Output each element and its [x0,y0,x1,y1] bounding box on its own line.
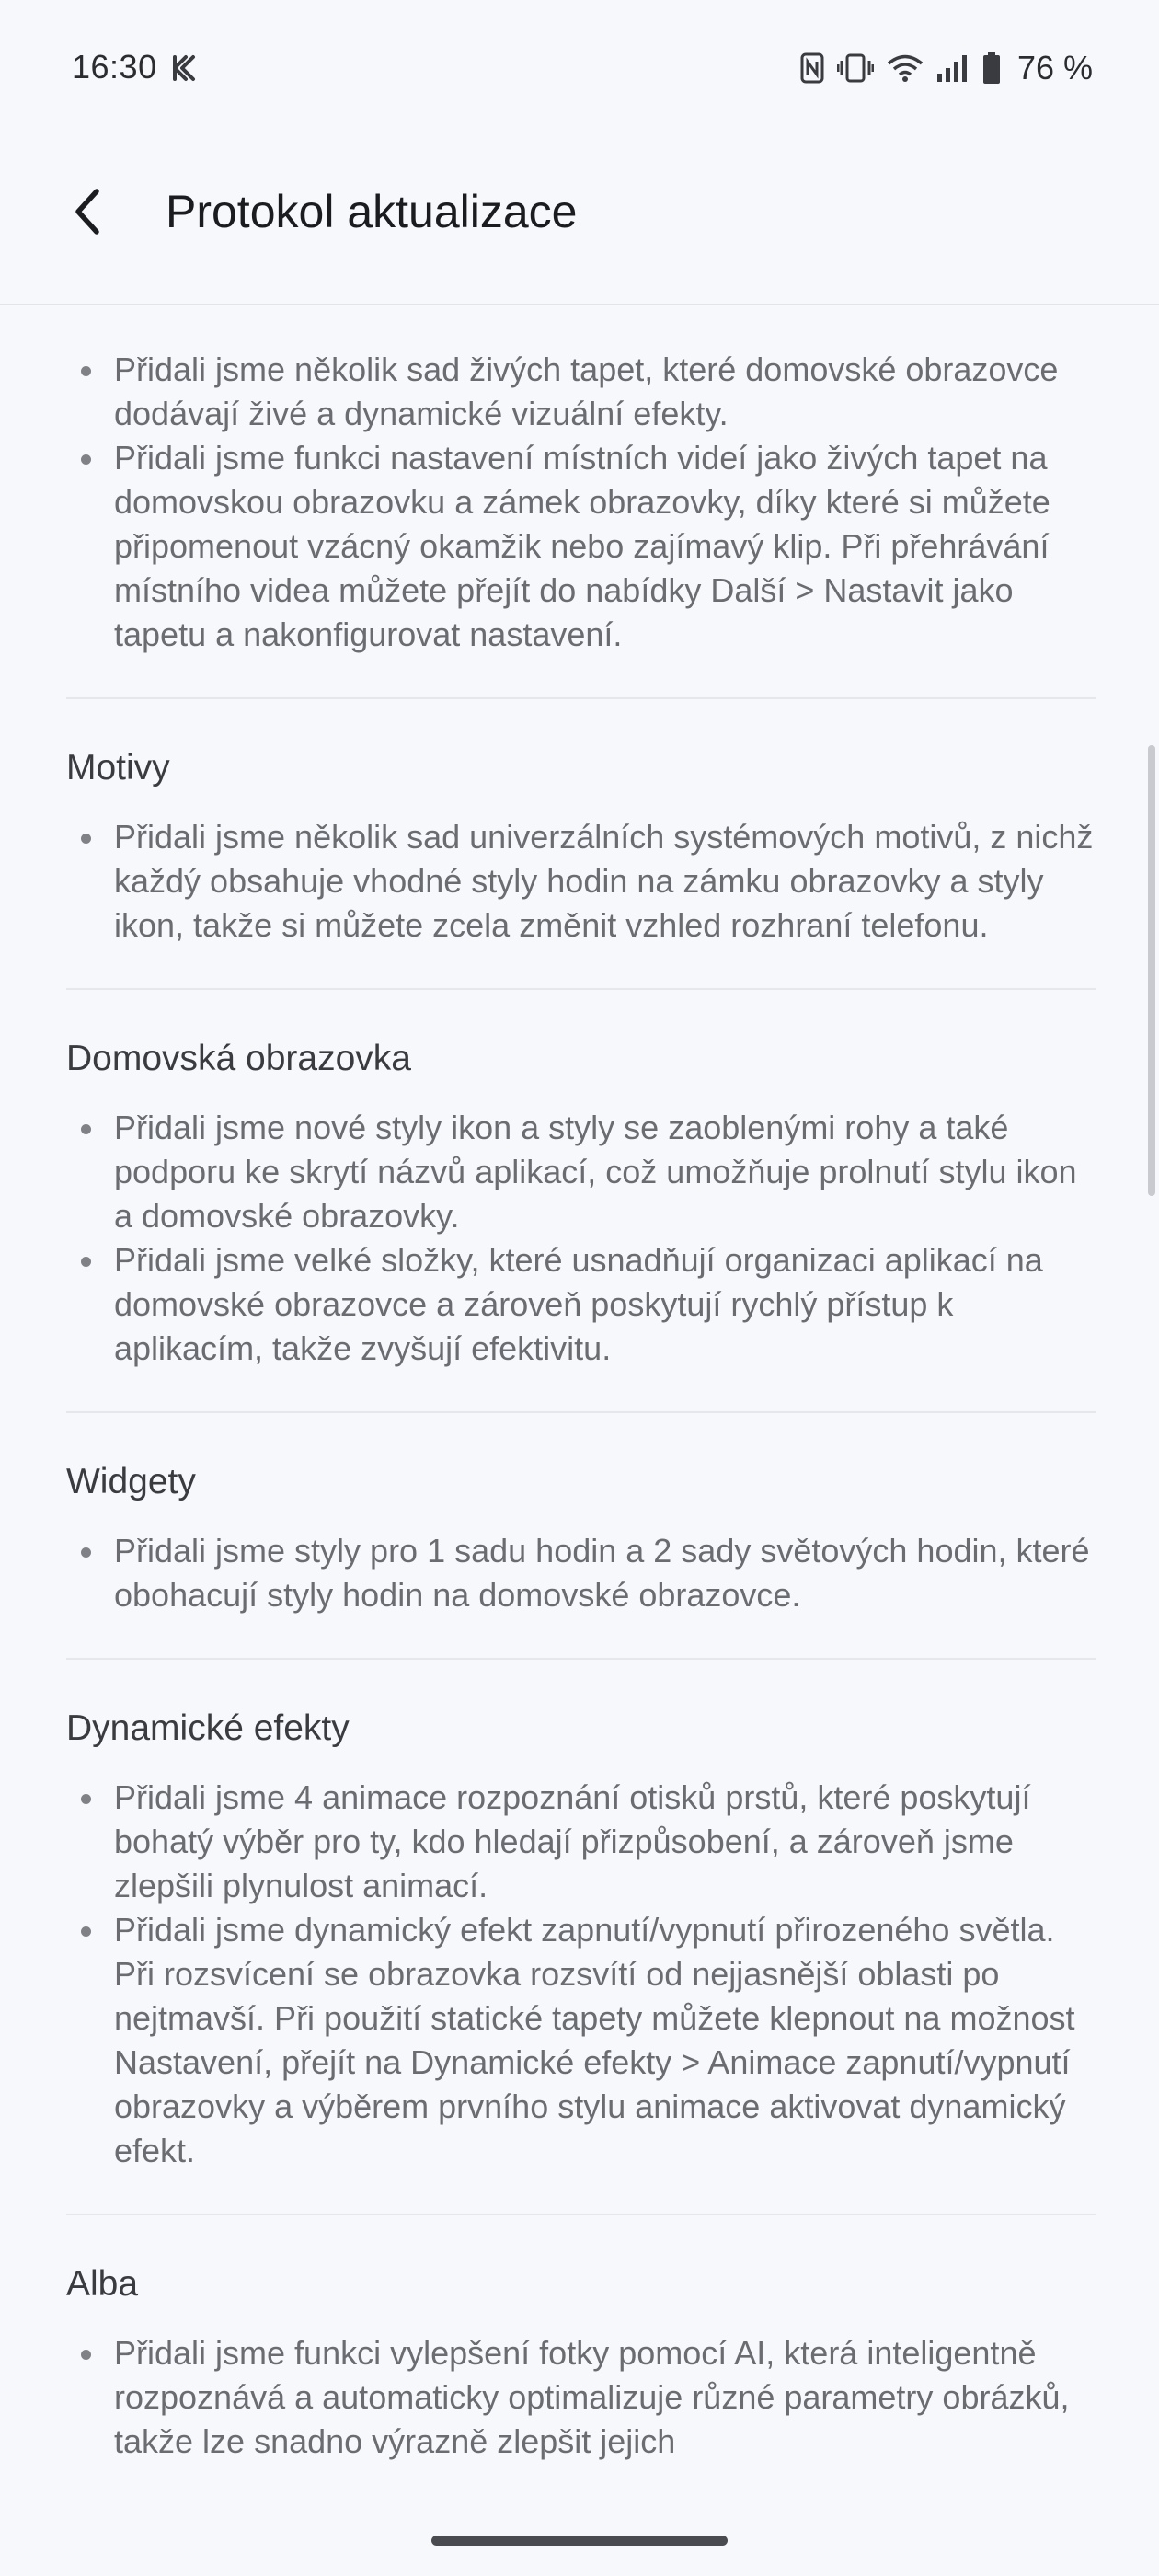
signal-icon [936,53,970,83]
section-items [66,2331,1096,2464]
list-item: Přidali jsme nové styly ikon a styly se zaoblenými rohy a také podporu ke skrytí názvů aplikací, což umožňuje prolnutí stylu ikon a domovské obrazovky. [66,1106,1096,1238]
section-title: Domovská obrazovka [66,1039,411,1078]
section-albums [66,2215,1096,2504]
section-items [66,348,1096,657]
status-bar [0,0,1159,138]
app-bar [0,138,1159,304]
section-wallpapers [66,305,1096,699]
back-button[interactable] [55,179,120,244]
gesture-navigation-bar[interactable] [431,2536,728,2546]
list-item: Přidali jsme velké složky, které usnadňují organizaci aplikací na domovské obrazovce a zároveň poskytují rychlý přístup k aplikacím, takže zvyšují efektivitu. [66,1238,1096,1371]
kde-connect-icon [169,53,199,83]
battery-percentage: 76 % [1016,49,1093,86]
page-title: Protokol aktualizace [166,186,578,237]
list-item: Přidali jsme dynamický efekt zapnutí/vypnutí přirozeného světla. Při rozsvícení se obrazovka rozsvítí od nejjasnější oblasti po nejtmavší. Při použití statické tapety můžete klepnout na možnost Nastavení, přejít na Dynamické efekty > Animace zapnutí/vypnutí obrazovky a výběrem prvního stylu animace aktivovat dynamický efekt. [66,1908,1096,2173]
vibrate-icon [837,52,874,84]
section-items [66,1106,1096,1371]
section-home-screen [66,990,1096,1413]
list-item: Přidali jsme funkci nastavení místních videí jako živých tapet na domovskou obrazovku a zámek obrazovky, díky které si můžete připomenout vzácný okamžik nebo zajímavý klip. Při přehrávání místního videa můžete přejít do nabídky Další > Nastavit jako tapetu a nakonfigurovat nastavení. [66,436,1096,657]
section-dynamic-effects [66,1660,1096,2215]
section-title: Alba [66,2264,139,2304]
scrollbar[interactable] [1148,745,1155,1196]
battery-icon [982,52,1001,85]
section-title: Dynamické efekty [66,1708,350,1748]
list-item: Přidali jsme několik sad živých tapet, které domovské obrazovce dodávají živé a dynamické vizuální efekty. [66,348,1096,436]
list-item: Přidali jsme 4 animace rozpoznání otisků prstů, které poskytují bohatý výběr pro ty, kdo hledají přizpůsobení, a zároveň jsme zlepšili plynulost animací. [66,1776,1096,1908]
section-items [66,1529,1096,1617]
section-widgets [66,1413,1096,1660]
nfc-icon [800,52,824,84]
changelog-sections [66,305,1096,2504]
list-item: Přidali jsme styly pro 1 sadu hodin a 2 sady světových hodin, které obohacují styly hodin na domovské obrazovce. [66,1529,1096,1617]
section-title: Motivy [66,748,170,788]
list-item: Přidali jsme několik sad univerzálních systémových motivů, z nichž každý obsahuje vhodné styly hodin na zámku obrazovky a styly ikon, takže si můžete zcela změnit vzhled rozhraní telefonu. [66,815,1096,948]
status-time: 16:30 [72,48,157,86]
section-items [66,815,1096,948]
status-icons [800,48,1093,88]
back-arrow-icon [69,186,106,237]
section-title [66,305,1096,324]
list-item: Přidali jsme funkci vylepšení fotky pomocí AI, která inteligentně rozpoznává a automaticky optimalizuje různé parametry obrázků, takže lze snadno výrazně zlepšit jejich [66,2331,1096,2464]
changelog-list[interactable] [0,305,1159,2512]
section-themes [66,699,1096,990]
section-items [66,1776,1096,2173]
section-title: Widgety [66,1462,196,1501]
wifi-icon [887,53,924,83]
